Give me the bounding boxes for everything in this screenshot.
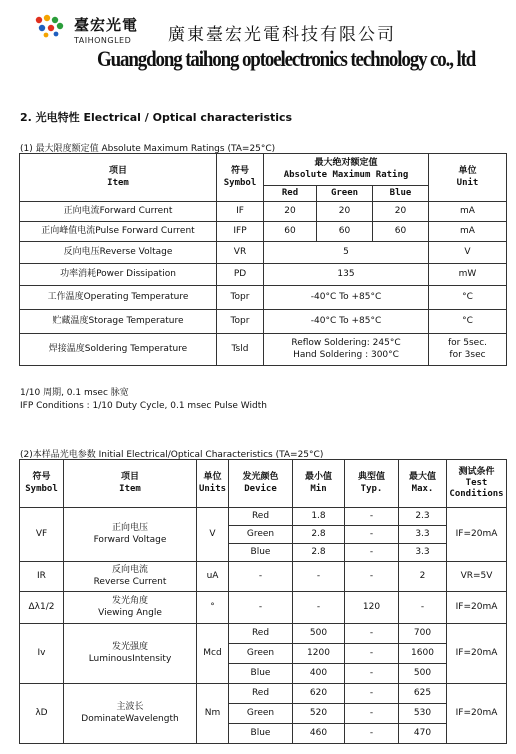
section-title: 2. 光电特性 Electrical / Optical characteristics	[20, 111, 293, 124]
company-logo	[28, 10, 148, 50]
unit-cell: Mcd	[197, 624, 229, 684]
logo-chinese-text: 臺宏光電	[74, 16, 139, 34]
condition-cell: VR=5V	[447, 562, 507, 592]
symbol-cell: IFP	[217, 222, 264, 242]
symbol-cell: VR	[217, 242, 264, 264]
item-cell: 反向电流 Reverse Current	[64, 562, 197, 592]
min-cell: 620	[293, 684, 345, 704]
table-row	[20, 286, 507, 310]
eo-caption: (2)本样品光电参数 Initial Electrical/Optical Characteristics (TA=25°C)	[20, 450, 324, 460]
symbol-cell: λD	[20, 684, 64, 744]
red-cell: 60	[264, 222, 317, 242]
max-cell: -	[399, 592, 447, 624]
device-cell: Blue	[229, 724, 293, 744]
condition-cell: IF=20mA	[447, 684, 507, 744]
max-cell: 700	[399, 624, 447, 644]
amr-head-red: Red	[264, 186, 317, 202]
typ-cell: -	[345, 624, 399, 644]
company-name-english: Guangdong taihong optoelectronics technology co., ltd	[97, 46, 476, 71]
item-cell: 主波长 DominateWavelength	[64, 684, 197, 744]
amr-head-symbol: 符号 Symbol	[217, 154, 264, 202]
min-cell: -	[293, 562, 345, 592]
typ-cell: -	[345, 704, 399, 724]
amr-head-green: Green	[317, 186, 373, 202]
min-cell: 1200	[293, 644, 345, 664]
unit-cell: mA	[429, 202, 507, 222]
symbol-cell: VF	[20, 508, 64, 562]
amr-caption: (1) 最大限度额定值 Absolute Maximum Ratings (TA=25°C)	[20, 144, 276, 154]
value-cell: -40°C To +85°C	[264, 310, 429, 334]
symbol-cell: Iv	[20, 624, 64, 684]
device-cell: Green	[229, 526, 293, 544]
min-cell: 2.8	[293, 544, 345, 562]
typ-cell: -	[345, 684, 399, 704]
condition-cell: IF=20mA	[447, 624, 507, 684]
symbol-cell: Topr	[217, 310, 264, 334]
item-cell: 正向峰值电流Pulse Forward Current	[20, 222, 217, 242]
table-row	[20, 202, 507, 222]
eo-head-item: 项目 Item	[64, 460, 197, 508]
table-row	[20, 592, 507, 624]
company-name-chinese: 廣東臺宏光電科技有限公司	[168, 25, 396, 45]
unit-cell: uA	[197, 562, 229, 592]
amr-head-item: 项目 Item	[20, 154, 217, 202]
document-header	[0, 0, 516, 80]
symbol-cell: IF	[217, 202, 264, 222]
condition-cell: IF=20mA	[447, 508, 507, 562]
value-cell: 135	[264, 264, 429, 286]
max-cell: 2.3	[399, 508, 447, 526]
eo-head-typ: 典型值 Typ.	[345, 460, 399, 508]
blue-cell: 20	[373, 202, 429, 222]
unit-cell: °C	[429, 310, 507, 334]
amr-head-unit: 单位 Unit	[429, 154, 507, 202]
green-cell: 20	[317, 202, 373, 222]
item-cell: 发光角度 Viewing Angle	[64, 592, 197, 624]
logo-english-text: TAIHONGLED	[74, 36, 132, 45]
value-cell: -40°C To +85°C	[264, 286, 429, 310]
max-cell: 470	[399, 724, 447, 744]
table-row	[20, 242, 507, 264]
device-cell: Red	[229, 508, 293, 526]
value-cell: Reflow Soldering: 245°C Hand Soldering : 300°C	[264, 334, 429, 366]
device-cell: Red	[229, 624, 293, 644]
table-row	[20, 684, 507, 704]
typ-cell: -	[345, 724, 399, 744]
min-cell: 460	[293, 724, 345, 744]
device-cell: Blue	[229, 544, 293, 562]
item-cell: 反向电压Reverse Voltage	[20, 242, 217, 264]
device-cell: Green	[229, 704, 293, 724]
unit-cell: mA	[429, 222, 507, 242]
min-cell: 520	[293, 704, 345, 724]
device-cell: Green	[229, 644, 293, 664]
unit-cell: °C	[429, 286, 507, 310]
condition-cell: IF=20mA	[447, 592, 507, 624]
item-cell: 贮藏温度Storage Temperature	[20, 310, 217, 334]
item-cell: 发光强度 LuminousIntensity	[64, 624, 197, 684]
max-cell: 500	[399, 664, 447, 684]
amr-head-blue: Blue	[373, 186, 429, 202]
typ-cell: -	[345, 508, 399, 526]
max-cell: 1600	[399, 644, 447, 664]
max-cell: 3.3	[399, 544, 447, 562]
item-cell: 工作温度Operating Temperature	[20, 286, 217, 310]
table-row	[20, 562, 507, 592]
unit-cell: °	[197, 592, 229, 624]
typ-cell: -	[345, 644, 399, 664]
device-cell: -	[229, 562, 293, 592]
electro-optical-table	[19, 459, 507, 744]
amr-head-rating: 最大绝对额定值 Absolute Maximum Rating	[264, 154, 429, 186]
item-cell: 正向电流Forward Current	[20, 202, 217, 222]
unit-cell: V	[429, 242, 507, 264]
min-cell: -	[293, 592, 345, 624]
device-cell: Blue	[229, 664, 293, 684]
table-row	[20, 222, 507, 242]
eo-head-max: 最大值 Max.	[399, 460, 447, 508]
symbol-cell: PD	[217, 264, 264, 286]
table-row	[20, 508, 507, 526]
eo-head-units: 单位 Units	[197, 460, 229, 508]
green-cell: 60	[317, 222, 373, 242]
min-cell: 500	[293, 624, 345, 644]
pulse-note-english: IFP Conditions : 1/10 Duty Cycle, 0.1 msec Pulse Width	[20, 401, 267, 411]
unit-cell: mW	[429, 264, 507, 286]
typ-cell: -	[345, 562, 399, 592]
unit-cell: for 5sec. for 3sec	[429, 334, 507, 366]
pulse-note-chinese: 1/10 周期, 0.1 msec 脉宽	[20, 388, 129, 398]
typ-cell: -	[345, 544, 399, 562]
item-cell: 焊接温度Soldering Temperature	[20, 334, 217, 366]
max-cell: 2	[399, 562, 447, 592]
device-cell: Red	[229, 684, 293, 704]
item-cell: 正向电压 Forward Voltage	[64, 508, 197, 562]
table-row	[20, 264, 507, 286]
logo-dots-icon	[34, 14, 68, 38]
typ-cell: 120	[345, 592, 399, 624]
eo-head-conditions: 测试条件 Test Conditions	[447, 460, 507, 508]
typ-cell: -	[345, 526, 399, 544]
symbol-cell: Tsld	[217, 334, 264, 366]
max-cell: 530	[399, 704, 447, 724]
red-cell: 20	[264, 202, 317, 222]
eo-head-device: 发光颜色 Device	[229, 460, 293, 508]
value-cell: 5	[264, 242, 429, 264]
table-row	[20, 310, 507, 334]
device-cell: -	[229, 592, 293, 624]
table-row	[20, 334, 507, 366]
item-cell: 功率消耗Power Dissipation	[20, 264, 217, 286]
eo-head-min: 最小值 Min	[293, 460, 345, 508]
symbol-cell: Topr	[217, 286, 264, 310]
eo-head-symbol: 符号 Symbol	[20, 460, 64, 508]
absolute-max-ratings-table	[19, 153, 507, 366]
unit-cell: Nm	[197, 684, 229, 744]
typ-cell: -	[345, 664, 399, 684]
max-cell: 3.3	[399, 526, 447, 544]
max-cell: 625	[399, 684, 447, 704]
symbol-cell: IR	[20, 562, 64, 592]
blue-cell: 60	[373, 222, 429, 242]
min-cell: 400	[293, 664, 345, 684]
symbol-cell: Δλ1/2	[20, 592, 64, 624]
table-row	[20, 624, 507, 644]
min-cell: 2.8	[293, 526, 345, 544]
unit-cell: V	[197, 508, 229, 562]
min-cell: 1.8	[293, 508, 345, 526]
